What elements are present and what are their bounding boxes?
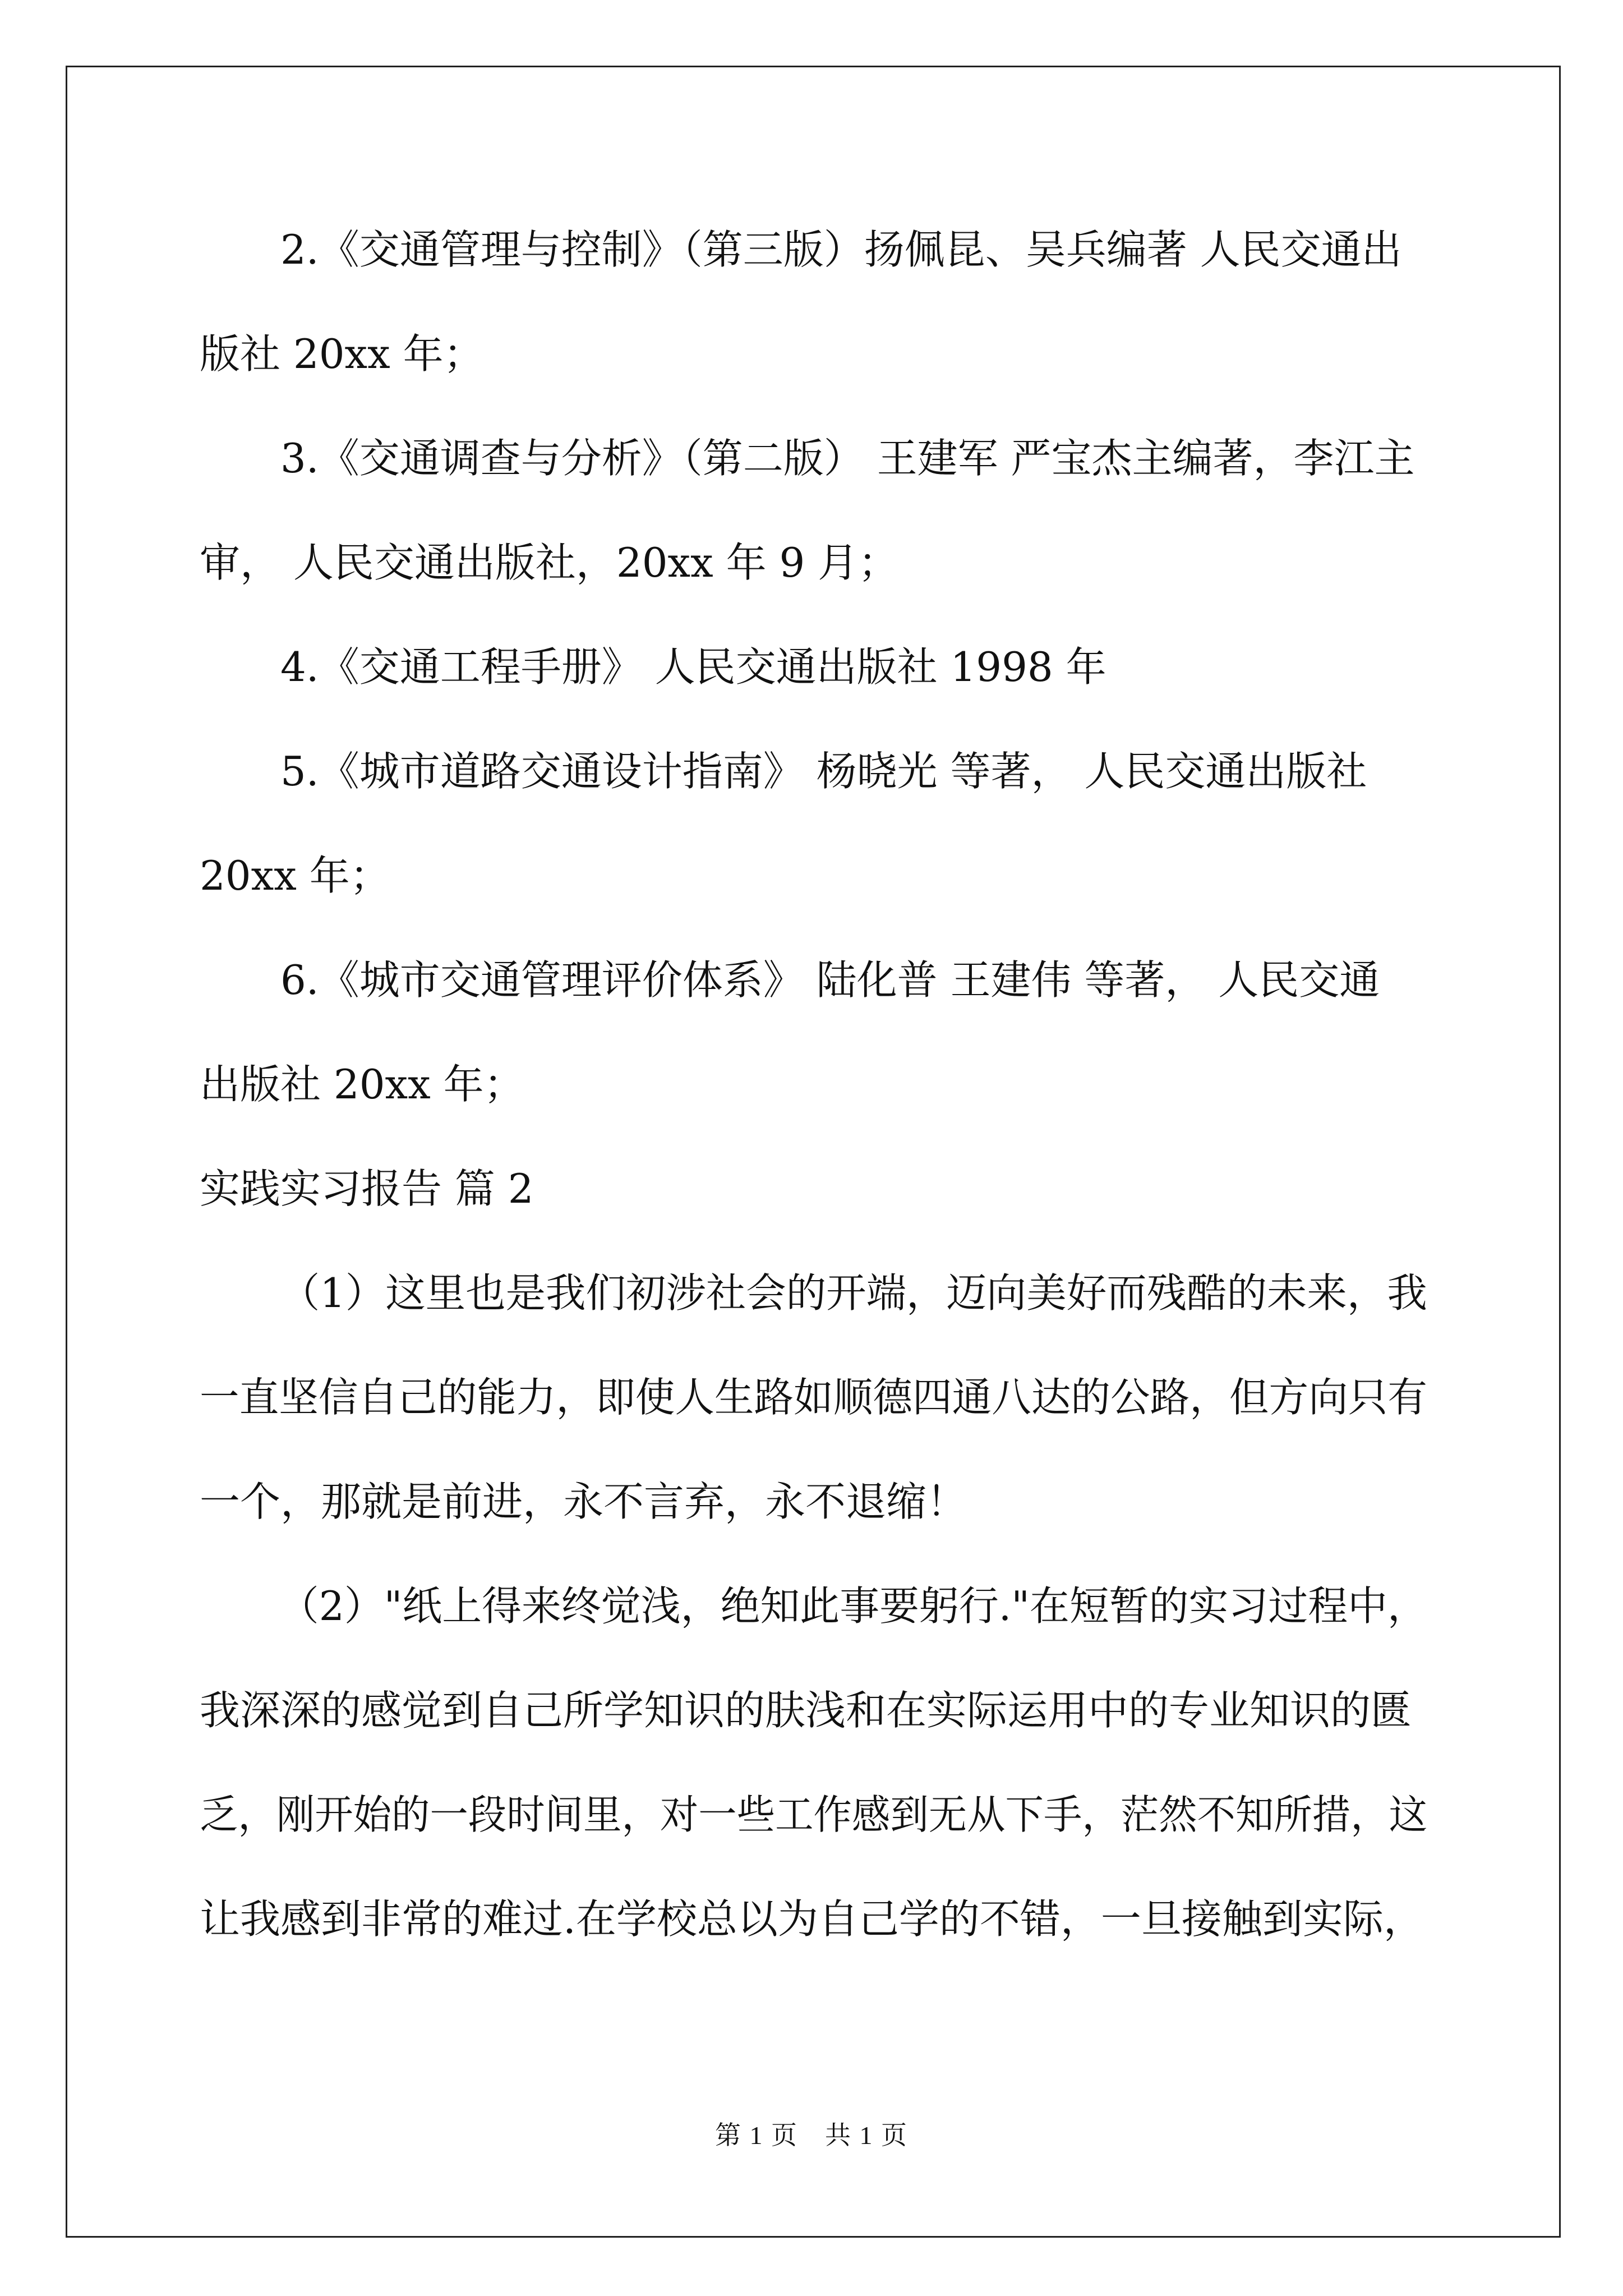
paragraph (200, 1554, 1427, 1971)
document-body (200, 197, 1427, 1971)
text-line: 乏，刚开始的一段时间里，对一些工作感到无从下手，茫然不知所措，这 (200, 1791, 1428, 1838)
text-line: 一个，那就是前进，永不言弃，永不退缩！ (200, 1478, 967, 1525)
text-line: 2.《交通管理与控制》（第三版）扬佩昆、吴兵编著 人民交通出 (280, 226, 1402, 273)
text-line: 20xx 年； (200, 852, 390, 899)
text-line: 让我感到非常的难过.在学校总以为自己学的不错，一旦接触到实际， (200, 1895, 1424, 1943)
text-line: 5.《城市道路交通设计指南》 杨晓光 等著， 人民交通出版社 (280, 748, 1367, 795)
page-footer: 第 1 页 共 1 页 (715, 2121, 908, 2150)
section-title (200, 1137, 1427, 1241)
reference-item (200, 406, 1427, 615)
reference-item (200, 197, 1427, 406)
text-line: 版社 20xx 年； (200, 330, 484, 378)
reference-item (200, 719, 1427, 928)
text-line: 4.《交通工程手册》 人民交通出版社 1998 年 (280, 643, 1106, 691)
text-line: （1）这里也是我们初涉社会的开端，迈向美好而残酷的未来，我 (279, 1269, 1427, 1317)
reference-item (200, 615, 1427, 719)
reference-item (200, 928, 1427, 1137)
text-line: 6.《城市交通管理评价体系》 陆化普 王建伟 等著， 人民交通 (280, 956, 1380, 1004)
text-line: 3.《交通调查与分析》（第二版） 王建军 严宝杰主编著，李江主 (280, 435, 1415, 482)
text-line: 我深深的感觉到自己所学知识的肤浅和在实际运用中的专业知识的匮 (200, 1687, 1412, 1734)
text-line: 审， 人民交通出版社，20xx 年 9 月； (200, 539, 899, 586)
text-line: 出版社 20xx 年； (200, 1061, 524, 1108)
paragraph (200, 1241, 1427, 1554)
text-line: （2）"纸上得来终觉浅，绝知此事要躬行."在短暂的实习过程中， (279, 1582, 1427, 1630)
text-line: 一直坚信自己的能力，即使人生路如顺德四通八达的公路，但方向只有 (200, 1374, 1427, 1421)
section-title-text: 实践实习报告 篇 2 (200, 1165, 534, 1212)
